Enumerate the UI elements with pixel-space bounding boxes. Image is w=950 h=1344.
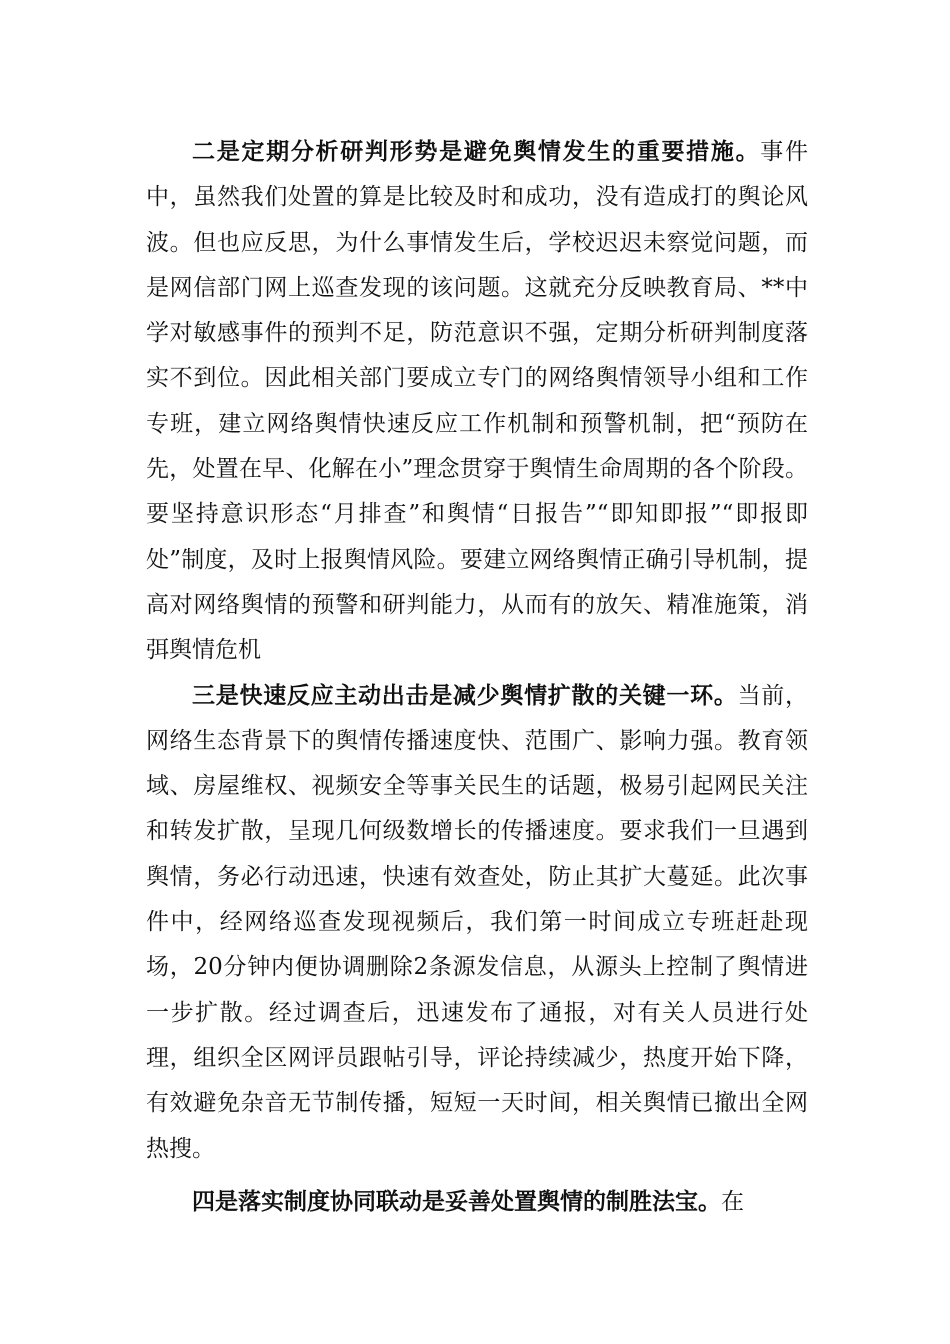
- paragraph-2: [146, 130, 808, 674]
- document-body: [146, 130, 808, 1225]
- paragraph-4-heading: 四是落实制度协同联动是妥善处置舆情的制胜法宝。: [192, 1188, 721, 1215]
- paragraph-3-text: 当前，网络生态背景下的舆情传播速度快、范围广、影响力强。教育领域、房屋维权、视频安全等事关民生的话题，极易引起网民关注和转发扩散，呈现几何级数增长的传播速度。要求我们一旦遇到舆情，务必行动迅速，快速有效查处，防止其扩大蔓延。此次事件中，经网络巡查发现视频后，我们第一时间成立专班赶赴现场，20分钟内便协调删除2条源发信息，从源头上控制了舆情进一步扩散。经过调查后，迅速发布了通报，对有关人员进行处理，组织全区网评员跟帖引导，评论持续减少，热度开始下降，有效避免杂音无节制传播，短短一天时间，相关舆情已撤出全网热搜。: [146, 682, 809, 1162]
- paragraph-4-text: 在: [721, 1188, 744, 1215]
- paragraph-3: [146, 674, 808, 1172]
- paragraph-2-heading: 二是定期分析研判形势是避免舆情发生的重要措施。: [192, 139, 761, 165]
- paragraph-4: [146, 1180, 808, 1225]
- paragraph-3-heading: 三是快速反应主动出击是减少舆情扩散的关键一环。: [192, 682, 738, 709]
- paragraph-2-text: 事件中，虽然我们处置的算是比较及时和成功，没有造成打的舆论风波。但也应反思，为什么事情发生后，学校迟迟未察觉问题，而是网信部门网上巡查发现的该问题。这就充分反映教育局、**中学对敏感事件的预判不足，防范意识不强，定期分析研判制度落实不到位。因此相关部门要成立专门的网络舆情领导小组和工作专班，建立网络舆情快速反应工作机制和预警机制，把“预防在先，处置在早、化解在小”理念贯穿于舆情生命周期的各个阶段。要坚持意识形态“月排查”和舆情“日报告”“即知即报”“即报即处”制度，及时上报舆情风险。要建立网络舆情正确引导机制，提高对网络舆情的预警和研判能力，从而有的放矢、精准施策，消弭舆情危机: [146, 139, 809, 664]
